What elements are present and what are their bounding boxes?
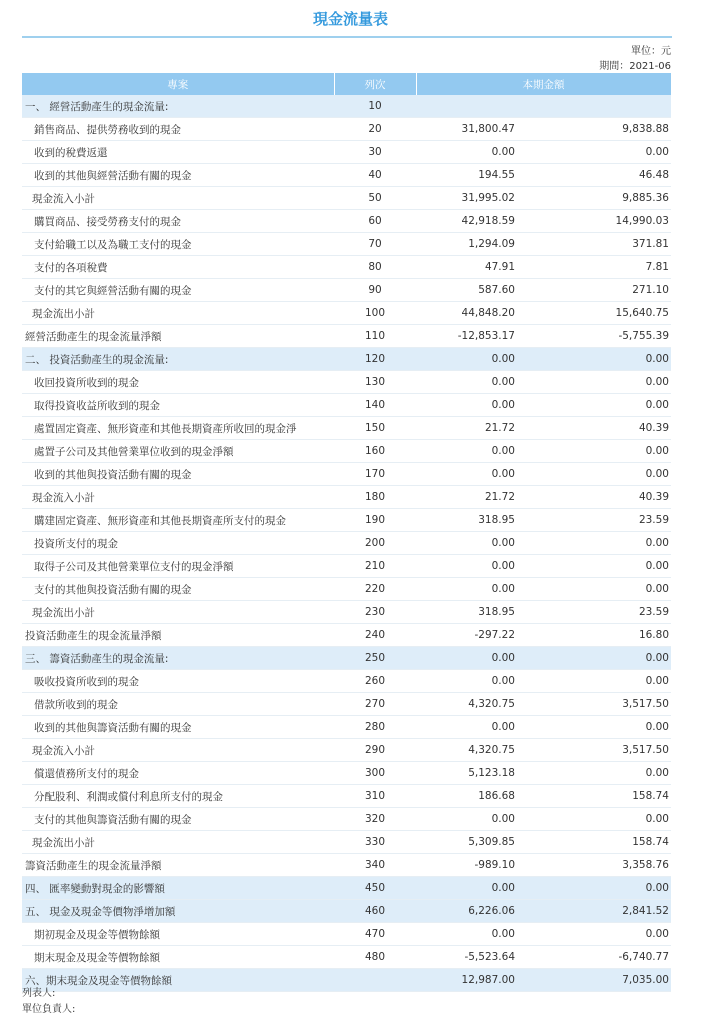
row-amount-b: 23.59 (517, 509, 671, 532)
row-amount-a: 587.60 (416, 279, 517, 302)
table-row (22, 141, 671, 164)
table-row (22, 256, 671, 279)
row-line-number: 100 (334, 302, 416, 325)
row-amount-b: 0.00 (517, 716, 671, 739)
row-amount-a: 318.95 (416, 601, 517, 624)
row-item-name: 處置子公司及其他營業單位收到的現金淨額 (22, 440, 334, 463)
table-row (22, 440, 671, 463)
row-item-name: 取得子公司及其他營業單位支付的現金淨額 (22, 555, 334, 578)
row-line-number: 90 (334, 279, 416, 302)
table-row (22, 279, 671, 302)
row-amount-a: 31,800.47 (416, 118, 517, 141)
row-amount-b: 0.00 (517, 440, 671, 463)
row-item-name: 經營活動產生的現金流量淨額 (22, 325, 334, 348)
row-line-number: 230 (334, 601, 416, 624)
table-row (22, 647, 671, 670)
table-row (22, 164, 671, 187)
row-amount-a: 0.00 (416, 440, 517, 463)
row-amount-a: 1,294.09 (416, 233, 517, 256)
row-line-number: 450 (334, 877, 416, 900)
row-item-name: 投資活動產生的現金流量淨額 (22, 624, 334, 647)
row-amount-a: 0.00 (416, 808, 517, 831)
table-row (22, 555, 671, 578)
row-item-name: 投資所支付的現金 (22, 532, 334, 555)
table-row (22, 302, 671, 325)
row-amount-a: 4,320.75 (416, 739, 517, 762)
row-line-number: 80 (334, 256, 416, 279)
row-amount-b: 0.00 (517, 670, 671, 693)
row-item-name: 五、 現金及現金等價物淨增加額 (22, 900, 334, 923)
table-row (22, 486, 671, 509)
row-amount-b: 0.00 (517, 555, 671, 578)
row-amount-b: 3,358.76 (517, 854, 671, 877)
row-amount-b: 371.81 (517, 233, 671, 256)
row-amount-a: 0.00 (416, 394, 517, 417)
row-line-number: 480 (334, 946, 416, 969)
row-amount-a: 5,309.85 (416, 831, 517, 854)
row-amount-b: 7.81 (517, 256, 671, 279)
row-item-name: 三、 籌資活動產生的現金流量: (22, 647, 334, 670)
row-item-name: 現金流出小計 (22, 601, 334, 624)
row-item-name: 一、 經營活動產生的現金流量: (22, 95, 334, 118)
row-item-name: 六、期末現金及現金等價物餘額 (22, 969, 334, 992)
row-amount-a: -5,523.64 (416, 946, 517, 969)
row-amount-b: 40.39 (517, 486, 671, 509)
row-line-number: 330 (334, 831, 416, 854)
row-amount-b: 0.00 (517, 762, 671, 785)
header-col: 列次 (334, 73, 416, 95)
row-item-name: 收到的稅費返還 (22, 141, 334, 164)
table-row (22, 348, 671, 371)
row-item-name: 現金流入小計 (22, 739, 334, 762)
row-item-name: 支付的其它與經營活動有關的現金 (22, 279, 334, 302)
row-amount-b: 7,035.00 (517, 969, 671, 992)
row-amount-a: 42,918.59 (416, 210, 517, 233)
row-line-number: 460 (334, 900, 416, 923)
row-item-name: 四、 匯率變動對現金的影響額 (22, 877, 334, 900)
row-line-number: 260 (334, 670, 416, 693)
row-amount-b: 0.00 (517, 348, 671, 371)
row-item-name: 支付的其他與籌資活動有關的現金 (22, 808, 334, 831)
table-row (22, 900, 671, 923)
table-row (22, 808, 671, 831)
row-amount-b: 9,885.36 (517, 187, 671, 210)
row-amount-a: 318.95 (416, 509, 517, 532)
row-line-number: 470 (334, 923, 416, 946)
table-row (22, 670, 671, 693)
row-line-number: 30 (334, 141, 416, 164)
table-row (22, 532, 671, 555)
row-line-number: 70 (334, 233, 416, 256)
row-item-name: 收到的其他與籌資活動有關的現金 (22, 716, 334, 739)
row-amount-b: 14,990.03 (517, 210, 671, 233)
row-amount-a: 0.00 (416, 923, 517, 946)
row-line-number: 50 (334, 187, 416, 210)
row-item-name: 支付給職工以及為職工支付的現金 (22, 233, 334, 256)
row-amount-a: 0.00 (416, 141, 517, 164)
period-label: 期間：2021-06 (599, 61, 671, 72)
row-line-number: 120 (334, 348, 416, 371)
table-row (22, 923, 671, 946)
row-amount-b: 40.39 (517, 417, 671, 440)
cash-flow-table (22, 73, 672, 992)
row-line-number (334, 969, 416, 992)
row-amount-b: 158.74 (517, 831, 671, 854)
unit-label: 單位：元 (631, 46, 671, 57)
row-line-number: 140 (334, 394, 416, 417)
header-item: 專案 (22, 73, 334, 95)
table-row (22, 394, 671, 417)
row-line-number: 290 (334, 739, 416, 762)
table-row (22, 946, 671, 969)
row-line-number: 280 (334, 716, 416, 739)
table-row (22, 233, 671, 256)
row-amount-a: 186.68 (416, 785, 517, 808)
row-amount-a: -989.10 (416, 854, 517, 877)
table-row (22, 624, 671, 647)
table-row (22, 118, 671, 141)
row-line-number: 160 (334, 440, 416, 463)
title-divider (22, 36, 672, 38)
row-amount-a: 0.00 (416, 716, 517, 739)
row-amount-b: 23.59 (517, 601, 671, 624)
row-item-name: 處置固定資產、無形資產和其他長期資產所收回的現金淨 (22, 417, 334, 440)
row-amount-a: 31,995.02 (416, 187, 517, 210)
row-amount-a: 0.00 (416, 670, 517, 693)
row-item-name: 二、 投資活動產生的現金流量: (22, 348, 334, 371)
table-row (22, 739, 671, 762)
row-line-number: 10 (334, 95, 416, 118)
row-item-name: 吸收投資所收到的現金 (22, 670, 334, 693)
row-amount-b: 0.00 (517, 923, 671, 946)
row-item-name: 支付的各項稅費 (22, 256, 334, 279)
row-line-number: 340 (334, 854, 416, 877)
row-line-number: 20 (334, 118, 416, 141)
row-line-number: 180 (334, 486, 416, 509)
row-item-name: 收到的其他與經營活動有關的現金 (22, 164, 334, 187)
row-item-name: 現金流出小計 (22, 302, 334, 325)
table-row (22, 601, 671, 624)
table-row (22, 785, 671, 808)
row-amount-b: 0.00 (517, 532, 671, 555)
row-line-number: 250 (334, 647, 416, 670)
row-item-name: 償還債務所支付的現金 (22, 762, 334, 785)
row-item-name: 購建固定資產、無形資產和其他長期資產所支付的現金 (22, 509, 334, 532)
row-amount-a: 44,848.20 (416, 302, 517, 325)
table-row (22, 877, 671, 900)
row-item-name: 收回投資所收到的現金 (22, 371, 334, 394)
row-item-name: 銷售商品、提供勞務收到的現金 (22, 118, 334, 141)
row-amount-a: 0.00 (416, 555, 517, 578)
row-item-name: 分配股利、利潤或償付利息所支付的現金 (22, 785, 334, 808)
table-row (22, 831, 671, 854)
header-amount: 本期金額 (416, 73, 671, 95)
row-amount-a (416, 95, 517, 118)
row-amount-b (517, 95, 671, 118)
row-line-number: 220 (334, 578, 416, 601)
table-row (22, 210, 671, 233)
table-header-row (22, 73, 671, 95)
row-amount-a: 5,123.18 (416, 762, 517, 785)
row-amount-a: -297.22 (416, 624, 517, 647)
table-row (22, 371, 671, 394)
row-line-number: 150 (334, 417, 416, 440)
row-amount-b: 3,517.50 (517, 693, 671, 716)
row-amount-a: 4,320.75 (416, 693, 517, 716)
row-amount-b: 0.00 (517, 877, 671, 900)
row-amount-b: 15,640.75 (517, 302, 671, 325)
table-row (22, 509, 671, 532)
row-item-name: 期初現金及現金等價物餘額 (22, 923, 334, 946)
row-amount-a: 0.00 (416, 371, 517, 394)
row-item-name: 現金流出小計 (22, 831, 334, 854)
row-item-name: 取得投資收益所收到的現金 (22, 394, 334, 417)
row-item-name: 收到的其他與投資活動有關的現金 (22, 463, 334, 486)
row-amount-b: 3,517.50 (517, 739, 671, 762)
row-item-name: 借款所收到的現金 (22, 693, 334, 716)
row-amount-b: 0.00 (517, 394, 671, 417)
table-row (22, 969, 671, 992)
row-line-number: 130 (334, 371, 416, 394)
row-amount-b: 0.00 (517, 371, 671, 394)
row-amount-a: 47.91 (416, 256, 517, 279)
row-amount-b: 46.48 (517, 164, 671, 187)
row-amount-a: 0.00 (416, 348, 517, 371)
row-item-name: 期末現金及現金等價物餘額 (22, 946, 334, 969)
row-item-name: 支付的其他與投資活動有關的現金 (22, 578, 334, 601)
row-amount-a: -12,853.17 (416, 325, 517, 348)
row-amount-b: 9,838.88 (517, 118, 671, 141)
row-item-name: 現金流入小計 (22, 187, 334, 210)
table-row (22, 95, 671, 118)
row-line-number: 270 (334, 693, 416, 716)
row-amount-a: 0.00 (416, 463, 517, 486)
row-line-number: 300 (334, 762, 416, 785)
row-amount-a: 21.72 (416, 486, 517, 509)
row-amount-b: -6,740.77 (517, 946, 671, 969)
row-amount-a: 0.00 (416, 877, 517, 900)
row-amount-b: -5,755.39 (517, 325, 671, 348)
table-row (22, 187, 671, 210)
row-amount-b: 271.10 (517, 279, 671, 302)
row-amount-b: 0.00 (517, 578, 671, 601)
row-amount-a: 194.55 (416, 164, 517, 187)
table-row (22, 854, 671, 877)
row-line-number: 200 (334, 532, 416, 555)
row-line-number: 40 (334, 164, 416, 187)
row-line-number: 110 (334, 325, 416, 348)
table-row (22, 417, 671, 440)
row-item-name: 現金流入小計 (22, 486, 334, 509)
row-line-number: 170 (334, 463, 416, 486)
row-amount-b: 0.00 (517, 141, 671, 164)
row-amount-b: 0.00 (517, 647, 671, 670)
table-row (22, 716, 671, 739)
table-row (22, 325, 671, 348)
row-amount-a: 6,226.06 (416, 900, 517, 923)
row-amount-b: 0.00 (517, 463, 671, 486)
row-line-number: 240 (334, 624, 416, 647)
row-amount-a: 0.00 (416, 647, 517, 670)
row-amount-b: 16.80 (517, 624, 671, 647)
row-line-number: 190 (334, 509, 416, 532)
row-amount-a: 0.00 (416, 532, 517, 555)
row-line-number: 210 (334, 555, 416, 578)
row-amount-b: 158.74 (517, 785, 671, 808)
row-amount-a: 0.00 (416, 578, 517, 601)
preparer-label: 列表人: (22, 988, 56, 999)
table-row (22, 578, 671, 601)
row-line-number: 320 (334, 808, 416, 831)
row-amount-a: 12,987.00 (416, 969, 517, 992)
row-amount-b: 2,841.52 (517, 900, 671, 923)
row-item-name: 籌資活動產生的現金流量淨額 (22, 854, 334, 877)
page-title: 現金流量表 (312, 10, 388, 28)
row-item-name: 購買商品、接受勞務支付的現金 (22, 210, 334, 233)
row-line-number: 310 (334, 785, 416, 808)
table-row (22, 693, 671, 716)
table-row (22, 762, 671, 785)
manager-label: 單位負責人: (22, 1004, 76, 1015)
row-amount-a: 21.72 (416, 417, 517, 440)
table-row (22, 463, 671, 486)
row-line-number: 60 (334, 210, 416, 233)
row-amount-b: 0.00 (517, 808, 671, 831)
